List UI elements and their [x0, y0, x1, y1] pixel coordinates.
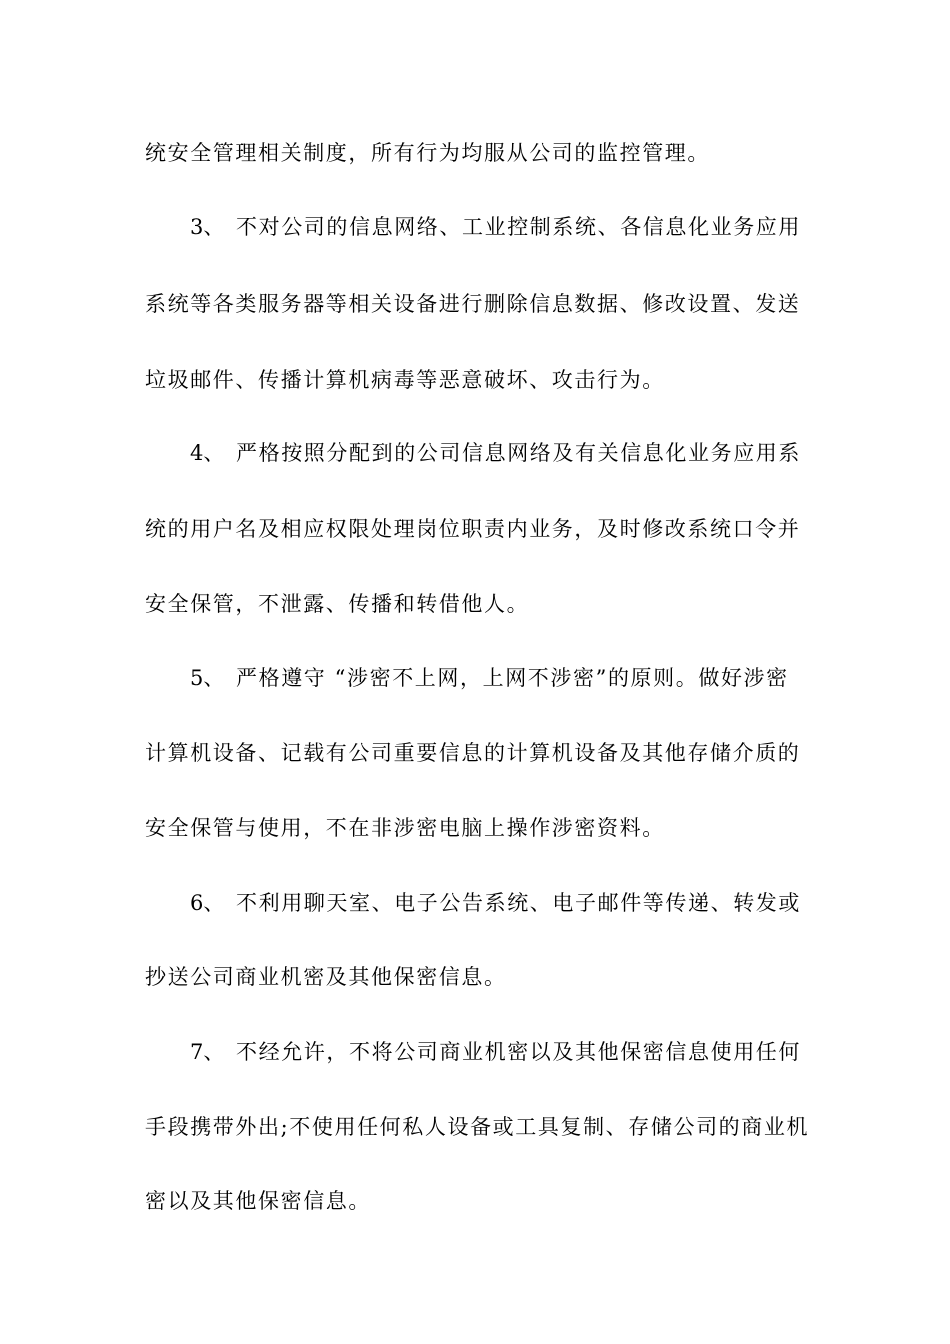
paragraph-line: 统安全管理相关制度，所有行为均服从公司的监控管理。 [145, 141, 710, 165]
numbered-item-5 [190, 663, 870, 693]
paragraph-line: 密以及其他保密信息。 [145, 1189, 371, 1213]
paragraph-line: 安全保管，不泄露、传播和转借他人。 [145, 592, 530, 616]
item-text: 不对公司的信息网络、工业控制系统、各信息化业务应用 [236, 215, 801, 239]
item-text: 严格遵守 “涉密不上网，上网不涉密”的原则。做好涉密 [236, 666, 789, 690]
item-text: 不经允许，不将公司商业机密以及其他保密信息使用任何 [236, 1040, 801, 1064]
paragraph-line: 手段携带外出;不使用任何私人设备或工具复制、存储公司的商业机 [145, 1115, 810, 1139]
numbered-item-4 [190, 438, 870, 468]
paragraph-line: 计算机设备、记载有公司重要信息的计算机设备及其他存储介质的 [145, 741, 801, 765]
item-text: 不利用聊天室、电子公告系统、电子邮件等传递、转发或 [236, 891, 801, 915]
paragraph-line: 统的用户名及相应权限处理岗位职责内业务，及时修改系统口令并 [145, 517, 801, 541]
paragraph-line: 安全保管与使用，不在非涉密电脑上操作涉密资料。 [145, 816, 665, 840]
item-number: 7、 [190, 1040, 225, 1064]
item-number: 5、 [190, 666, 225, 690]
numbered-item-6 [190, 888, 870, 918]
item-text: 严格按照分配到的公司信息网络及有关信息化业务应用系 [236, 441, 801, 465]
item-number: 4、 [190, 441, 225, 465]
paragraph-line: 抄送公司商业机密及其他保密信息。 [145, 965, 507, 989]
paragraph-line: 系统等各类服务器等相关设备进行删除信息数据、修改设置、发送 [145, 292, 801, 316]
item-number: 6、 [190, 891, 225, 915]
paragraph-line: 垃圾邮件、传播计算机病毒等恶意破坏、攻击行为。 [145, 368, 665, 392]
item-number: 3、 [190, 215, 225, 239]
numbered-item-3 [190, 212, 870, 242]
numbered-item-7 [190, 1037, 870, 1067]
